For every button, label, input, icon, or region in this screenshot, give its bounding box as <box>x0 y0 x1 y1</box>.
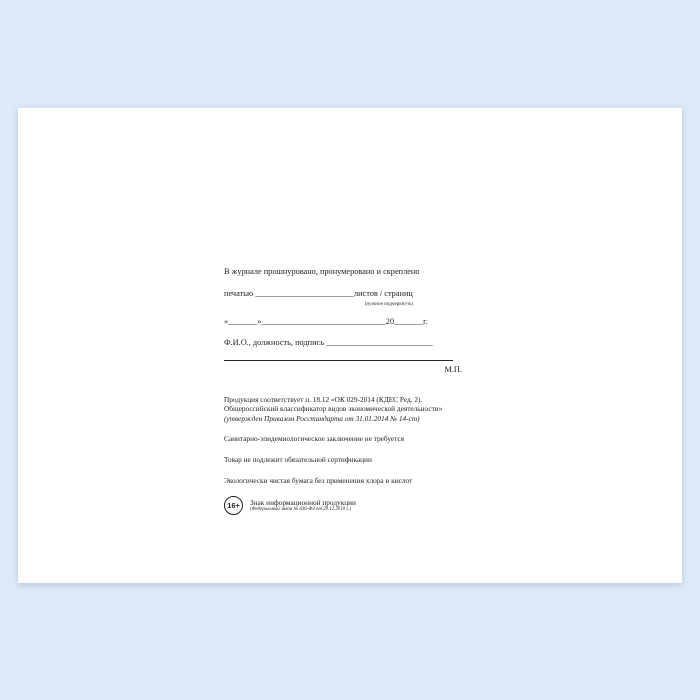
okved-line-1: Продукция соответствует п. 18.12 «ОК 029-2014 (КДЕС Ред. 2). <box>224 394 423 404</box>
okved-line-3: (утвержден Приказом Росстандарта от 31.01.2014 № 14-ст) <box>224 413 420 423</box>
legal-compliance-block <box>224 395 484 516</box>
info-product-mark <box>224 496 484 515</box>
document-content <box>224 268 484 515</box>
signature-line-prefix: Ф.И.О., должность, подпись <box>224 337 327 347</box>
certification-note: Товар не подлежит обязательной сертификации <box>224 455 372 465</box>
date-line: «_______»______________________________20_______г. <box>224 316 428 326</box>
info-mark-title: Знак информационной продукции <box>250 498 356 508</box>
signature-line <box>224 339 484 347</box>
underline-instruction-note: (нужное подчеркнуть) <box>364 300 414 307</box>
okved-paragraph <box>224 395 484 424</box>
info-mark-subtitle: (Федеральный закон № 436-ФЗ от 29.12.2010 г.) <box>250 507 352 513</box>
seal-line-blank: _________________________ <box>255 289 354 299</box>
age-rating-icon: 16+ <box>224 496 243 515</box>
signature-line-blank: ___________________________ <box>326 337 433 347</box>
signature-rule <box>224 360 453 361</box>
seal-line-suffix: листов / страниц <box>353 289 413 299</box>
document-page <box>18 108 682 583</box>
okved-line-2: Общероссийский классификатор видов экономической деятельности» <box>224 404 443 414</box>
seal-line <box>224 290 484 298</box>
journal-certification-block <box>224 268 484 375</box>
journal-statement-line: В журнале прошнуровано, пронумеровано и скреплено <box>224 267 420 276</box>
eco-paper-note: Экологически чистая бумага без применения хлора и кислот <box>224 475 413 485</box>
sanitary-conclusion-note: Санитарно-эпидемиологическое заключение не требуется <box>224 434 405 444</box>
info-mark-text <box>250 498 356 513</box>
seal-line-prefix: печатью <box>224 289 256 299</box>
stamp-place-label: М.П. <box>444 365 462 375</box>
